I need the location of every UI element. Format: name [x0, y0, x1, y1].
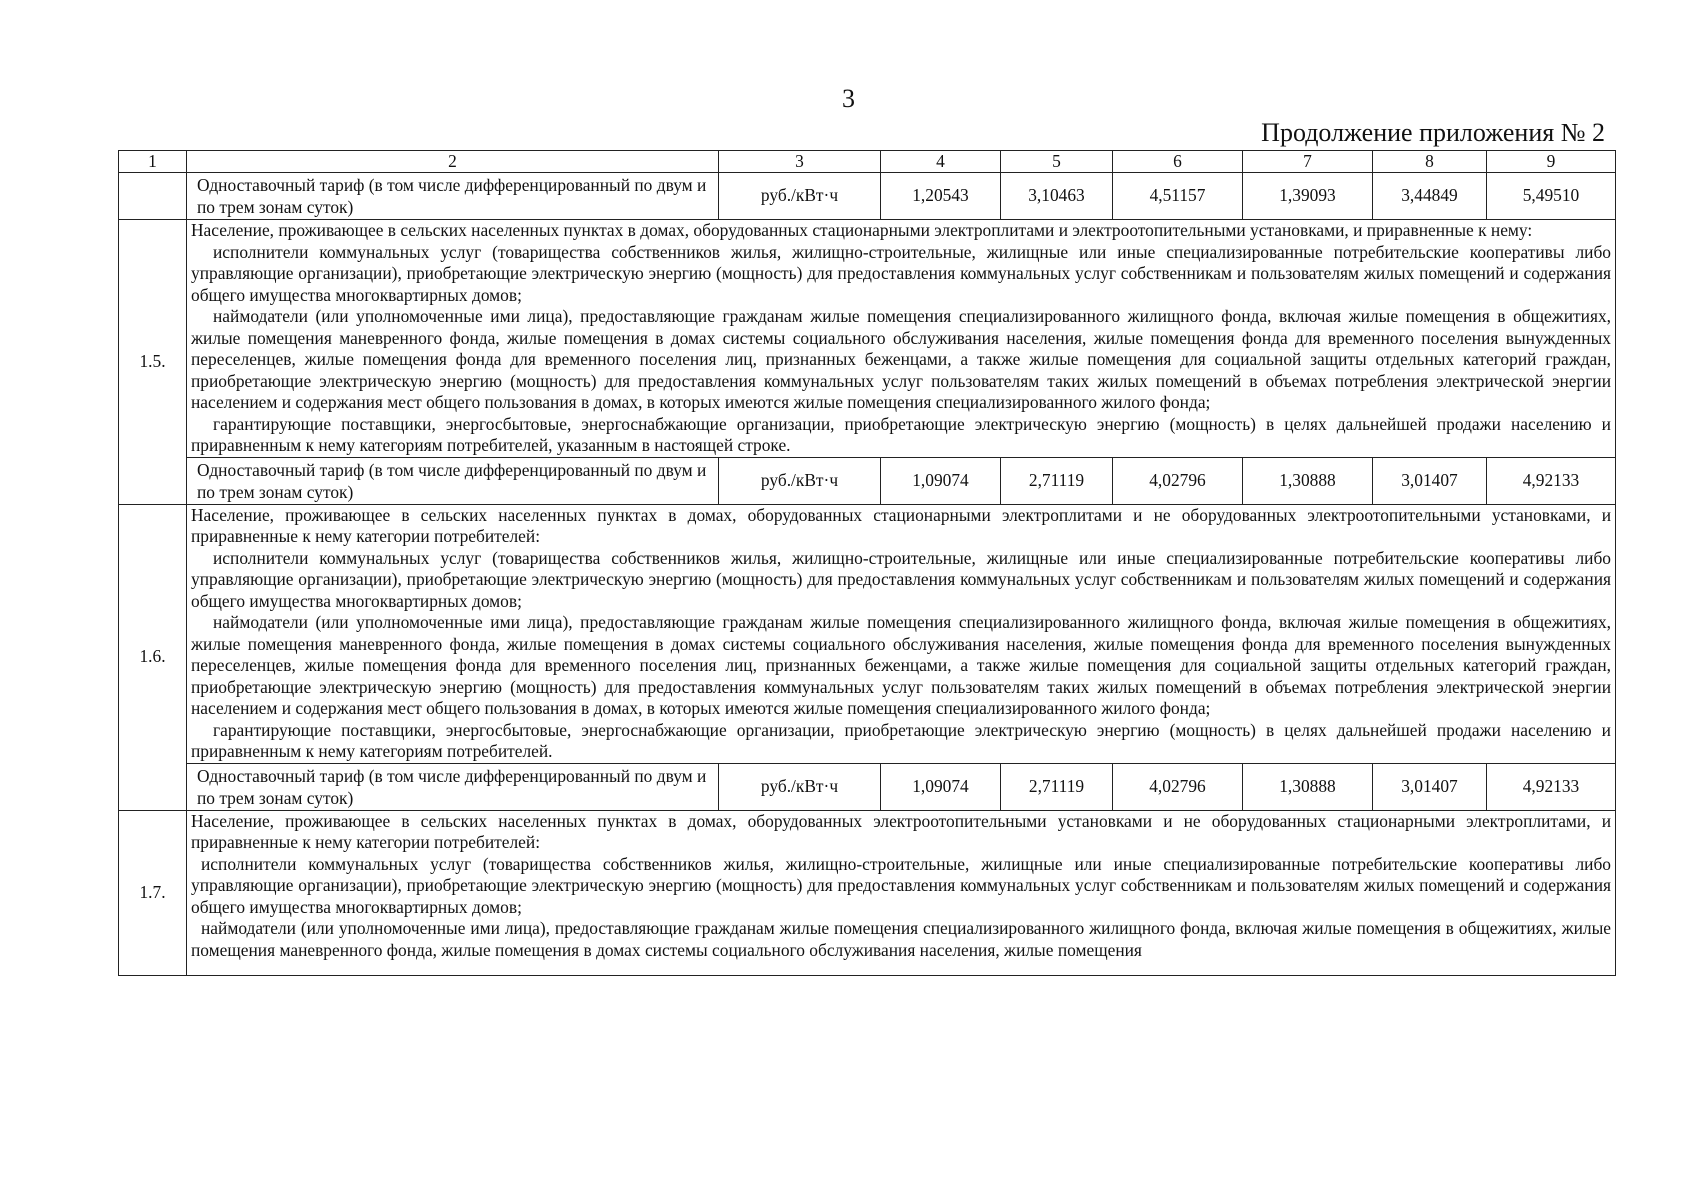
header-cell: 1	[119, 151, 187, 173]
section-description	[187, 220, 1616, 458]
value-cell: 1,09074	[881, 763, 1001, 810]
value-cell: 3,01407	[1373, 457, 1487, 504]
paragraph: гарантирующие поставщики, энергосбытовые, энергоснабжающие организации, приобретающие электрическую энергию (мощность) в целях дальнейшей продажи населению и приравненным к нему категориям потребителей.	[191, 719, 1611, 761]
value-cell: 3,44849	[1373, 173, 1487, 220]
section-description	[187, 810, 1616, 975]
section-description	[187, 504, 1616, 763]
value-cell: 1,39093	[1243, 173, 1373, 220]
paragraph: гарантирующие поставщики, энергосбытовые, энергоснабжающие организации, приобретающие электрическую энергию (мощность) в целях дальнейшей продажи населению и приравненным к нему категориям потребителей, указанным в настоящей строке.	[191, 413, 1611, 455]
value-cell: 4,02796	[1113, 763, 1243, 810]
value-cell: 1,30888	[1243, 457, 1373, 504]
tariff-label: Одноставочный тариф (в том числе дифференцированный по двум и по трем зонам суток)	[187, 173, 719, 220]
header-cell: 4	[881, 151, 1001, 173]
paragraph: Население, проживающее в сельских населенных пунктах в домах, оборудованных электроотопительными установками и не оборудованных стационарными электроплитами, и приравненные к нему категории потребителей:	[191, 810, 1611, 852]
value-cell: 1,09074	[881, 457, 1001, 504]
value-cell: 1,30888	[1243, 763, 1373, 810]
tariff-label: Одноставочный тариф (в том числе дифференцированный по двум и по трем зонам суток)	[187, 457, 719, 504]
section-number: 1.6.	[119, 504, 187, 810]
header-cell: 2	[187, 151, 719, 173]
section-number: 1.7.	[119, 810, 187, 975]
paragraph: исполнители коммунальных услуг (товарищества собственников жилья, жилищно-строительные, жилищные или иные специализированные потребительские кооперативы либо управляющие организации), приобретающие электрическую энергию (мощность) для предоставления коммунальных услуг собственникам и пользователям жилых помещений и содержания общего имущества многоквартирных домов;	[191, 547, 1611, 611]
value-cell: 4,51157	[1113, 173, 1243, 220]
paragraph: исполнители коммунальных услуг (товарищества собственников жилья, жилищно-строительные, жилищные или иные специализированные потребительские кооперативы либо управляющие организации), приобретающие электрическую энергию (мощность) для предоставления коммунальных услуг собственникам и пользователям жилых помещений и содержания общего имущества многоквартирных домов;	[191, 241, 1611, 305]
header-cell: 9	[1487, 151, 1616, 173]
appendix-title: Продолжение приложения № 2	[1261, 118, 1605, 147]
paragraph: наймодатели (или уполномоченные ими лица), предоставляющие гражданам жилые помещения специализированного жилищного фонда, включая жилые помещения в общежитиях, жилые помещения маневренного фонда, жилые помещения в домах системы социального обслуживания населения, жилые помещения фонда для временного поселения вынужденных переселенцев, жилые помещения фонда для временного поселения лиц, признанных беженцами, а также жилые помещения для социальной защиты отдельных категорий граждан, приобретающие электрическую энергию (мощность) для предоставления коммунальных услуг пользователям таких жилых помещений в объемах потребления электрической энергии населением и содержания мест общего пользования в домах, в которых имеются жилые помещения специализированного жилого фонда;	[191, 306, 1611, 412]
paragraph: наймодатели (или уполномоченные ими лица), предоставляющие гражданам жилые помещения специализированного жилищного фонда, включая жилые помещения в общежитиях, жилые помещения маневренного фонда, жилые помещения в домах системы социального обслуживания населения, жилые помещения фонда для временного поселения вынужденных переселенцев, жилые помещения фонда для временного поселения лиц, признанных беженцами, а также жилые помещения для социальной защиты отдельных категорий граждан, приобретающие электрическую энергию (мощность) для предоставления коммунальных услуг пользователям таких жилых помещений в объемах потребления электрической энергии населением и содержания мест общего пользования в домах, в которых имеются жилые помещения специализированного жилого фонда;	[191, 612, 1611, 718]
value-cell: 4,92133	[1487, 763, 1616, 810]
section-description-row	[119, 504, 1616, 763]
header-cell: 3	[719, 151, 881, 173]
row-number-cell	[119, 173, 187, 220]
header-row	[119, 151, 1616, 173]
paragraph: Население, проживающее в сельских населенных пунктах в домах, оборудованных стационарными электроплитами и не оборудованных электроотопительными установками, и приравненные к нему категории потребителей:	[191, 504, 1611, 546]
paragraph: исполнители коммунальных услуг (товарищества собственников жилья, жилищно-строительные, жилищные или иные специализированные потребительские кооперативы либо управляющие организации), приобретающие электрическую энергию (мощность) для предоставления коммунальных услуг собственникам и пользователям жилых помещений и содержания общего имущества многоквартирных домов;	[191, 853, 1611, 917]
header-cell: 6	[1113, 151, 1243, 173]
unit-cell: руб./кВт·ч	[719, 457, 881, 504]
tariff-row	[119, 173, 1616, 220]
tariff-table	[118, 150, 1616, 976]
tariff-row	[119, 763, 1616, 810]
header-cell: 8	[1373, 151, 1487, 173]
tariff-row	[119, 457, 1616, 504]
section-description-row	[119, 810, 1616, 975]
value-cell: 2,71119	[1001, 457, 1113, 504]
header-cell: 7	[1243, 151, 1373, 173]
value-cell: 3,10463	[1001, 173, 1113, 220]
paragraph: наймодатели (или уполномоченные ими лица), предоставляющие гражданам жилые помещения специализированного жилищного фонда, включая жилые помещения в общежитиях, жилые помещения маневренного фонда, жилые помещения в домах системы социального обслуживания населения, жилые помещения	[191, 918, 1611, 960]
value-cell: 1,20543	[881, 173, 1001, 220]
tariff-label: Одноставочный тариф (в том числе дифференцированный по двум и по трем зонам суток)	[187, 763, 719, 810]
section-number: 1.5.	[119, 220, 187, 505]
value-cell: 4,92133	[1487, 457, 1616, 504]
unit-cell: руб./кВт·ч	[719, 763, 881, 810]
value-cell: 2,71119	[1001, 763, 1113, 810]
value-cell: 3,01407	[1373, 763, 1487, 810]
value-cell: 5,49510	[1487, 173, 1616, 220]
unit-cell: руб./кВт·ч	[719, 173, 881, 220]
paragraph: Население, проживающее в сельских населенных пунктах в домах, оборудованных стационарными электроплитами и электроотопительными установками, и приравненные к нему:	[191, 220, 1533, 240]
section-description-row	[119, 220, 1616, 458]
page-number: 3	[842, 84, 855, 113]
value-cell: 4,02796	[1113, 457, 1243, 504]
header-cell: 5	[1001, 151, 1113, 173]
